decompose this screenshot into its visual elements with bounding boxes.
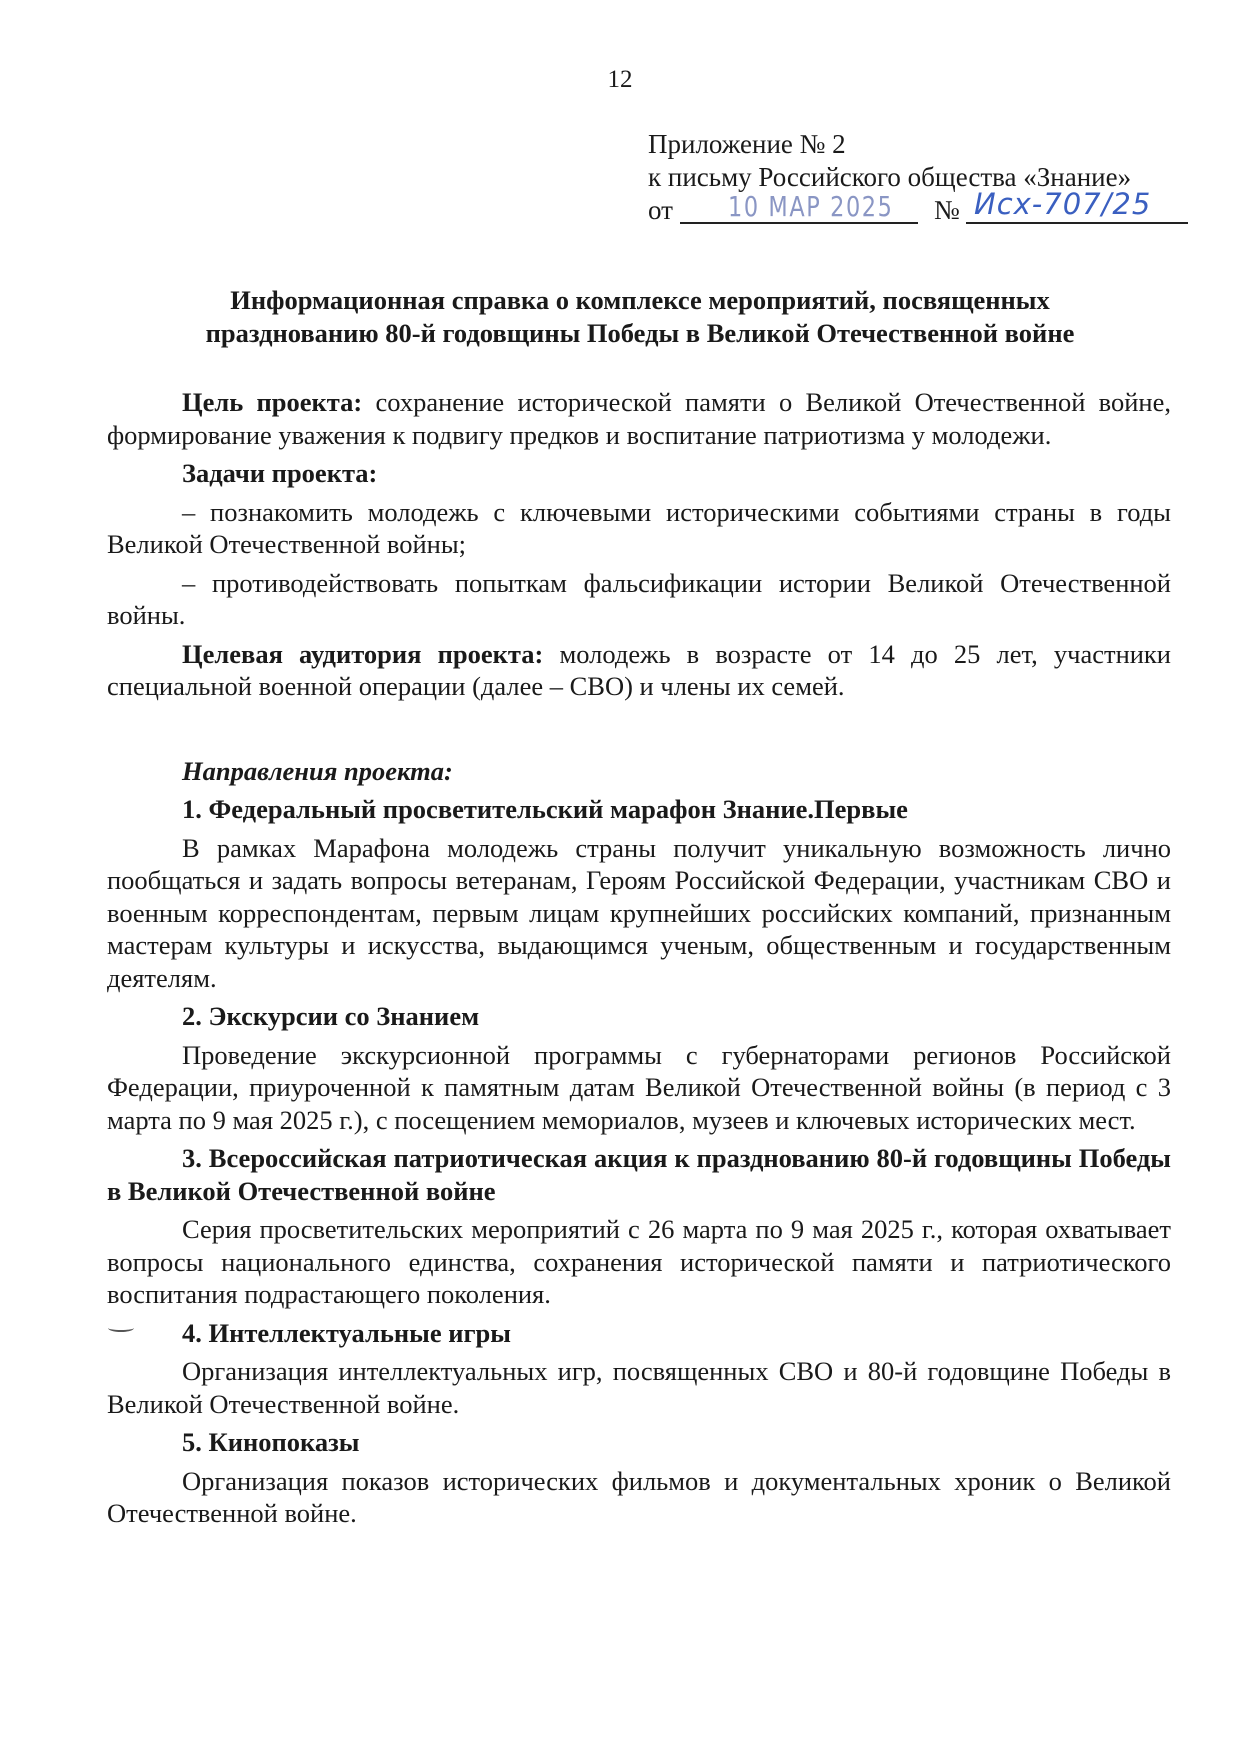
section-heading: 3. Всероссийская патриотическая акция к празднованию 80-й годовщины Победы в Великой Отечественной войне [107,1143,1171,1206]
number-label: № [934,195,960,225]
document-body [107,386,1171,1536]
appendix-date-number-line [648,187,1152,230]
goal-label: Цель проекта: [182,387,363,417]
directions-label: Направления проекта: [182,755,453,786]
appendix-letter-ref: к письму Российского общества «Знание» [648,162,1132,192]
appendix-block [648,128,1152,230]
goal-paragraph [107,386,1171,451]
section-text: Организация интеллектуальных игр, посвященных СВО и 80-й годовщине Победы в Великой Отечественной войне. [107,1356,1171,1419]
title-line-1: Информационная справка о комплексе мероприятий, посвященных [230,285,1050,315]
section-heading: 2. Экскурсии со Знанием [182,1001,480,1031]
from-label: от [648,195,673,225]
section-heading: 5. Кинопоказы [182,1427,360,1457]
section-text: Организация показов исторических фильмов и документальных хроник о Великой Отечественной войне. [107,1465,1171,1528]
title-line-2: празднованию 80-й годовщины Победы в Великой Отечественной войне [205,318,1075,348]
audience-text: молодежь в возрасте от 14 до 25 лет, участники специальной военной операции (далее – СВО) и члены их семей. [107,638,1171,701]
task-item: – познакомить молодежь с ключевыми историческими событиями страны в годы Великой Отечественной войны; [107,496,1171,559]
section-text: Проведение экскурсионной программы с губернаторами регионов Российской Федерации, приуроченной к памятным датам Великой Отечественной войны (в период с 3 марта по 9 мая 2025 г.), с посещением мемориалов, музеев и ключевых исторических мест. [107,1039,1171,1135]
audience-label: Целевая аудитория проекта: [182,638,544,669]
date-stamp: 10 МАР 2025 [728,190,894,223]
appendix-title: Приложение № 2 [648,129,846,159]
section-text: В рамках Марафона молодежь страны получит уникальную возможность лично пообщаться и задать вопросы ветеранам, Героям Российской Федерации, участникам СВО и военным корреспондентам, первым лицам крупнейших российских компаний, признанным мастерам культуры и искусства, выдающимся ученым, общественным и государственным деятелям. [107,832,1171,993]
section-text: Серия просветительских мероприятий с 26 марта по 9 мая 2025 г., которая охватывает вопросы национального единства, сохранения исторической памяти и патриотического воспитания подрастающего поколения. [107,1214,1171,1309]
margin-mark [108,1324,134,1332]
number-underline [966,222,1188,224]
section-heading: 1. Федеральный просветительский марафон Знание.Первые [182,794,908,824]
goal-text: сохранение исторической памяти о Великой Отечественной войне, формирование уважения к подвигу предков и воспитание патриотизма у молодежи. [107,387,1171,450]
task-item: – противодействовать попыткам фальсификации истории Великой Отечественной войны. [107,567,1171,630]
audience-paragraph [107,638,1171,703]
page-number: 12 [607,66,633,93]
section-heading: 4. Интеллектуальные игры [182,1317,511,1348]
document-title [110,284,1170,350]
tasks-label: Задачи проекта: [182,458,378,488]
handwritten-number: Исх-707/25 [974,187,1152,221]
